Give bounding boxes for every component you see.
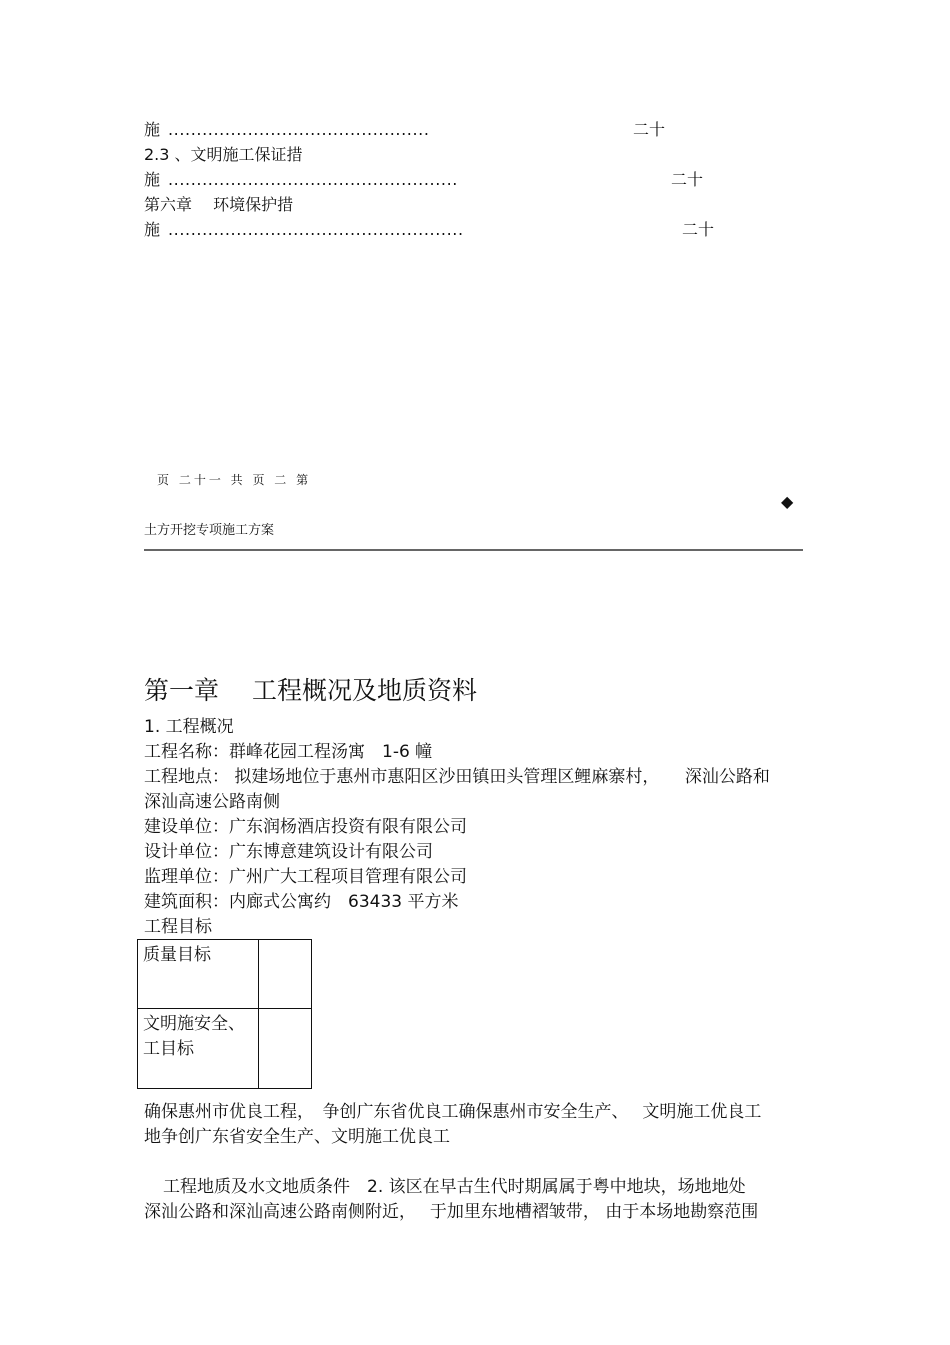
goals-text-line: 确保惠州市优良工程， 争创广东省优良工确保惠州市安全生产、 文明施工优良工 <box>144 1102 762 1122</box>
toc-entry-label: 施 <box>144 220 161 239</box>
geology-text-line: 工程地质及水文地质条件 2. 该区在早古生代时期属属于粤中地块，场地地处 <box>163 1177 746 1197</box>
project-name: 工程名称：群峰花园工程汤寓 1-6 幢 <box>144 742 433 762</box>
table-row <box>138 940 312 1009</box>
geology-text-line: 深汕公路和深汕高速公路南侧附近， 于加里东地槽褶皱带， 由于本场地勘察范围 <box>144 1202 759 1222</box>
toc-entry-page: 二十 <box>671 170 704 189</box>
project-location: 工程地点： 拟建场地位于惠州市惠阳区沙田镇田头管理区鲤麻寨村， 深汕公路和 <box>144 767 770 787</box>
goals-heading: 工程目标 <box>144 917 212 937</box>
table-cell-label: 文明施安全、工目标 <box>138 1009 259 1089</box>
section-heading: 1. 工程概况 <box>144 717 234 737</box>
goals-text-line: 地争创广东省安全生产、文明施工优良工 <box>144 1127 450 1147</box>
goals-table <box>137 939 312 1089</box>
toc-entry-page: 二十 <box>633 120 666 139</box>
construction-unit: 建设单位：广东润杨酒店投资有限有限公司 <box>144 817 467 837</box>
table-cell-value <box>259 1009 312 1089</box>
project-location-cont: 深汕高速公路南侧 <box>144 792 280 812</box>
table-cell-label: 质量目标 <box>138 940 259 1009</box>
toc-entry-label: 第六章 环境保护措 <box>144 195 294 214</box>
toc-entry-label: 施 <box>144 120 161 139</box>
toc-entry-label: 2.3 、文明施工保证措 <box>144 145 303 164</box>
building-area: 建筑面积：内廊式公寓约 63433 平方米 <box>144 892 459 912</box>
page-footer: 页 二十一 共 页 二 第 <box>157 473 312 487</box>
table-row <box>138 1009 312 1089</box>
toc-entry-dots: .............................................. <box>168 120 430 139</box>
diamond-icon: ◆ <box>781 492 794 511</box>
header-rule <box>144 549 803 551</box>
design-unit: 设计单位：广东博意建筑设计有限公司 <box>144 842 433 862</box>
toc-entry-dots: ................................................... <box>168 170 458 189</box>
toc-entry-label: 施 <box>144 170 161 189</box>
toc-entry-page: 二十 <box>682 220 715 239</box>
header-doc-title: 土方开挖专项施工方案 <box>144 523 275 538</box>
supervision-unit: 监理单位：广州广大工程项目管理有限公司 <box>144 867 467 887</box>
toc-entry-dots: .................................................... <box>168 220 464 239</box>
table-cell-value <box>259 940 312 1009</box>
chapter-title: 第一章 工程概况及地质资料 <box>144 676 477 705</box>
